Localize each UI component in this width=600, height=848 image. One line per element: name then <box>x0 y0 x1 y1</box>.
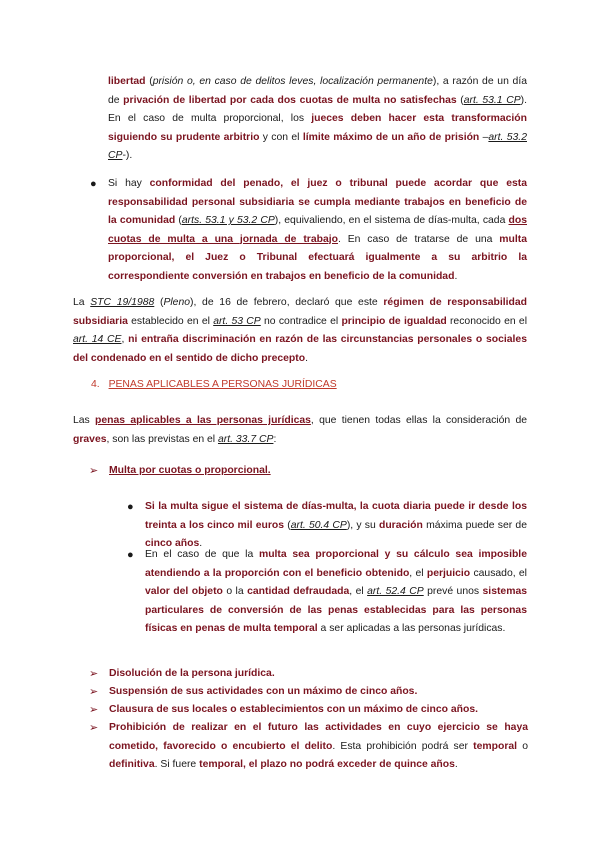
text-temporal: temporal <box>473 740 518 752</box>
text-valor-objeto: valor del objeto <box>145 586 223 597</box>
text-definitiva: definitiva <box>109 759 155 770</box>
list-item-suspension: Suspensión de sus actividades con un máximo de cinco años. <box>109 686 418 697</box>
text-dos-cuotas: dos cuotas de multa a una jornada de trabajo <box>108 215 527 245</box>
text-sistemas-conversion: sistemas particulares de conversión de las penas establecidas para las personas físicas en penas de multa temporal <box>145 586 528 634</box>
arrow-bullet-icon: ➢ <box>89 686 99 698</box>
text-regimen-responsabilidad: régimen de responsabilidad subsidiaria <box>73 297 527 327</box>
ref-stc-19-1988: STC 19/1988 <box>90 297 155 308</box>
heading-number: 4. <box>91 379 100 390</box>
ref-arts-53-1-53-2: arts. 53.1 y 53.2 CP <box>181 215 275 226</box>
arrow-bullet-icon: ➢ <box>89 668 99 680</box>
text-jueces-arbitrio: jueces deben hacer esta transformación siguiendo su prudente arbitrio <box>108 113 528 143</box>
text-multa-proporcional-conversion: multa proporcional, el Juez o Tribunal efectuará igualmente a su arbitrio la correspondiente conversión en trabajos en beneficio de la comunidad <box>108 233 527 282</box>
text-perjuicio: perjuicio <box>426 567 471 579</box>
heading-title: PENAS APLICABLES A PERSONAS JURÍDICAS <box>108 379 337 390</box>
ref-art-50-4: art. 50.4 CP <box>290 519 347 531</box>
bullet-dot: ● <box>127 501 134 513</box>
text-dias-multa: Si la multa sigue el sistema de días-multa, la cuota diaria puede ir desde los treinta a los cinco mil euros <box>145 501 527 531</box>
text-limite-maximo: límite máximo de un año de prisión <box>302 131 480 143</box>
text-penas-aplicables: penas aplicables a las personas jurídicas <box>95 415 311 426</box>
list-item-disolucion: Disolución de la persona jurídica. <box>109 668 275 679</box>
ref-art-33-7: art. 33.7 CP <box>217 433 274 445</box>
text-privacion-libertad: privación de libertad por cada dos cuotas de multa no satisfechas <box>123 94 457 106</box>
paragraph-multa-proporcional: En el caso de que la multa sea proporcional y su cálculo sea imposible atendiendo a la proporción con el beneficio obtenido, el perjuicio causado, el valor del objeto o la cantidad defraudada, el art. 52.4 CP prevé unos sistemas particulares de conversión de las penas establecidas para las personas físicas en penas de multa temporal a ser aplicadas a las personas jurídicas. <box>145 549 528 634</box>
text-prohibicion: Prohibición de realizar en el futuro las actividades en cuyo ejercicio se haya cometido, favorecido o encubierto el delito <box>109 722 528 752</box>
text-ni-entrana: ni entraña discriminación en razón de las circunstancias personales o sociales del condenado en el sentido de dicho precepto <box>73 334 527 364</box>
text-plazo-quince: temporal, el plazo no podrá exceder de quince años <box>199 759 455 770</box>
paragraph-stc: La STC 19/1988 (Pleno), de 16 de febrero, declaró que este régimen de responsabilidad subsidiaria establecido en el art. 53 CP no contradice el principio de igualdad reconocido en el art. 14 CE, ni entraña discriminación en razón de las circunstancias personales o sociales del condenado en el sentido de dicho precepto. <box>73 297 527 364</box>
paragraph-conformidad-penado: Si hay conformidad del penado, el juez o tribunal puede acordar que esta responsabilidad personal subsidiaria se cumpla mediante trabajos en beneficio de la comunidad (arts. 53.1 y 53.2 CP), equivaliendo, en el sistema de días-multa, cada dos cuotas de multa a una jornada de trabajo. En caso de tratarse de una multa proporcional, el Juez o Tribunal efectuará igualmente a su arbitrio la correspondiente conversión en trabajos en beneficio de la comunidad. <box>108 178 527 282</box>
section-heading <box>91 376 337 395</box>
ref-art-14-ce: art. 14 CE <box>73 334 122 345</box>
text-prision-localizacion: prisión o, en caso de delitos leves, localización permanente <box>152 76 433 87</box>
list-item-prohibicion: Prohibición de realizar en el futuro las actividades en cuyo ejercicio se haya cometido, favorecido o encubierto el delito. Esta prohibición podrá ser temporal o definitiva. Si fuere temporal, el plazo no podrá exceder de quince años. <box>109 722 528 770</box>
list-item-clausura: Clausura de sus locales o establecimientos con un máximo de cinco años. <box>109 704 478 715</box>
text-graves: graves <box>73 433 107 445</box>
ref-art-52-4: art. 52.4 CP <box>367 586 424 597</box>
arrow-bullet-icon: ➢ <box>89 465 99 477</box>
ref-art-53: art. 53 CP <box>213 315 261 327</box>
text-cinco-anos: cinco años <box>145 538 200 549</box>
text-cantidad-defraudada: cantidad defraudada <box>247 586 350 597</box>
paragraph-dias-multa: Si la multa sigue el sistema de días-multa, la cuota diaria puede ir desde los treinta a los cinco mil euros (art. 50.4 CP), y su duración máxima puede ser de cinco años. <box>145 501 527 549</box>
text-multa-proporcional: multa sea proporcional y su cálculo sea imposible atendiendo a la proporción con el beneficio obtenido <box>145 549 527 579</box>
bullet-dot: ● <box>90 178 97 190</box>
subheading-multa: Multa por cuotas o proporcional. <box>109 465 271 476</box>
text-principio-igualdad: principio de igualdad <box>341 315 447 327</box>
text-duracion: duración <box>378 519 423 531</box>
text-libertad: libertad <box>108 76 146 87</box>
ref-art-53-1: art. 53.1 CP <box>463 94 521 106</box>
arrow-bullet-icon: ➢ <box>89 722 99 734</box>
paragraph-penas-juridicas: Las penas aplicables a las personas jurídicas, que tienen todas ellas la consideración de graves, son las previstas en el art. 33.7 CP: <box>73 415 528 445</box>
arrow-bullet-icon: ➢ <box>89 704 99 716</box>
ref-art-53-2: art. 53.2 CP <box>108 131 527 161</box>
bullet-dot: ● <box>127 549 134 561</box>
paragraph-prision-subsidiaria: libertad (prisión o, en caso de delitos leves, localización permanente), a razón de un día de privación de libertad por cada dos cuotas de multa no satisfechas (art. 53.1 CP). En el caso de multa proporcional, los jueces deben hacer esta transformación siguiendo su prudente arbitrio y con el límite máximo de un año de prisión –art. 53.2 CP-). <box>108 76 528 161</box>
text-conformidad: conformidad del penado, el juez o tribunal puede acordar que esta responsabilidad personal subsidiaria se cumpla mediante trabajos en beneficio de la comunidad <box>108 178 527 226</box>
